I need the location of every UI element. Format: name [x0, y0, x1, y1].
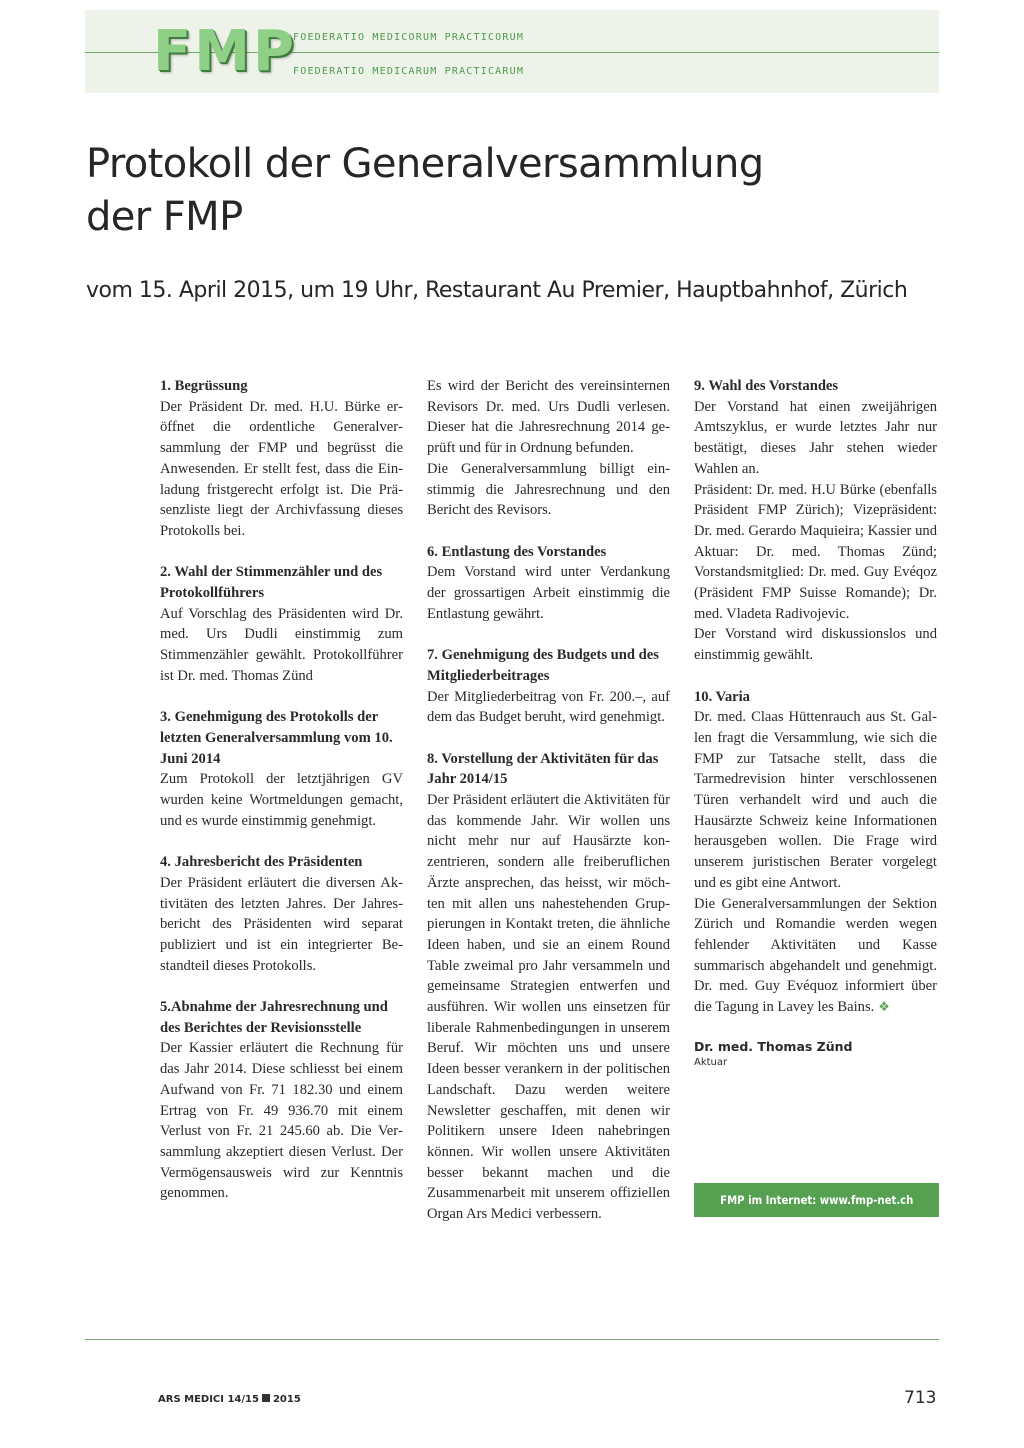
section-body: Der Präsident erläutert die diversen Aktivitäten des letzten Jahres. Der Jahresbericht des Präsidenten wird separat publiziert und ist ein integrierter Bestandteil dieses Protokolls. [160, 874, 403, 974]
section-heading: 1. Begrüssung [160, 378, 248, 394]
org-name-feminine: FOEDERATIO MEDICARUM PRACTICARUM [293, 66, 525, 77]
column-1 [160, 376, 403, 1225]
section-5-continued [427, 376, 670, 521]
section-heading: 9. Wahl des Vorstandes [694, 378, 839, 394]
page-number: 713 [904, 1388, 937, 1408]
section-9 [694, 376, 937, 666]
section-body: Der Vorstand wird diskussionslos und einstimmig gewählt. [694, 626, 937, 664]
section-10 [694, 687, 937, 1018]
website-link[interactable]: FMP im Internet: www.fmp-net.ch [719, 1193, 914, 1207]
page-subtitle: vom 15. April 2015, um 19 Uhr, Restaurant Au Premier, Hauptbahnhof, Zürich [86, 278, 908, 303]
section-6 [427, 542, 670, 625]
section-body: Die Generalversammlung billigt einstimmig die Jahresrechnung und den Bericht des Revisors. [427, 460, 670, 519]
org-name-masculine: FOEDERATIO MEDICORUM PRACTICORUM [293, 32, 525, 43]
section-heading: 4. Jahresbericht des Präsidenten [160, 854, 363, 871]
section-4 [160, 852, 403, 976]
section-body: Es wird der Bericht des vereinsinternen Revisors Dr. med. Urs Dudli verlesen. Dieser hat die Jahresrechnung 2014 geprüft und für in Ordnung befunden. [427, 378, 670, 457]
column-3 [694, 376, 937, 1038]
section-heading: 6. Entlastung des Vorstandes [427, 543, 607, 560]
title-line-1: Protokoll der Generalversammlung [86, 141, 764, 187]
section-body: Der Mitgliederbeitrag von Fr. 200.–, auf dem das Budget beruht, wird genehmigt. [427, 688, 670, 726]
section-heading: 3. Genehmigung des Protokolls der letzten Generalversammlung vom 10. Juni 2014 [160, 709, 393, 767]
website-box[interactable] [694, 1183, 939, 1217]
section-body: Zum Protokoll der letztjährigen GV wurden keine Wortmeldungen gemacht, und es wurde einstimmig genehmigt. [160, 771, 403, 829]
section-7 [427, 645, 670, 728]
title-line-2: der FMP [86, 194, 243, 240]
section-heading: 5.Abnahme der Jahresrechnung und des Berichtes der Revisionsstelle [160, 999, 388, 1036]
footer-rule [85, 1339, 939, 1340]
header-banner [85, 10, 939, 93]
fmp-logo: FMP [153, 19, 298, 84]
section-1 [160, 376, 403, 542]
journal-year: 2015 [272, 1394, 301, 1405]
section-body: Dem Vorstand wird unter Verdankung der grossartigen Arbeit einstimmig die Entlastung gewährt. [427, 564, 670, 622]
section-heading: 8. Vorstellung der Aktivitäten für das Jahr 2014/15 [427, 750, 659, 788]
section-3 [160, 707, 403, 831]
journal-issue: ARS MEDICI 14/15 [158, 1394, 259, 1405]
section-body-text: Die Generalversammlungen der Sektion Zürich und Romandie werden wegen fehlender Aktivitäten und Kasse summarisch abgehandelt und genehmigt. Dr. med. Guy Evéquoz informiert über die Tagung in Lavey les Bains. [694, 895, 937, 1016]
signature-role: Aktuar [694, 1057, 728, 1068]
separator-square-icon [262, 1394, 270, 1402]
section-body: Der Vorstand hat einen zweijährigen Amtszyklus, er wurde letztes Jahr nur bestätigt, dieses Jahr stehen wieder Wahlen an. [694, 398, 937, 477]
footer-journal [158, 1394, 301, 1405]
end-of-article-icon: ❖ [878, 999, 890, 1015]
signature-name: Dr. med. Thomas Zünd [694, 1039, 853, 1054]
section-body: Der Präsident erläutert die Aktivitäten für das kommende Jahr. Wir wollen uns nicht mehr nur auf Hausärzte konzentrieren, sondern alle freiberuflichen Ärzte ansprechen, das heisst, wir möchten mit allen uns nahestehenden Gruppierungen in Kontakt treten, die ähnliche Ideen haben, und sie an einem Round Table zweimal pro Jahr versammeln und gemeinsame Strategien entwerfen und ausführen. Wir wollen uns einsetzen für liberale Rahmenbedingungen in unserem Beruf. Wir möchten uns und unsere Ideen besser verankern in der politischen Landschaft. Dazu werden weitere Newsletter geschaffen, mit denen wir Politikern unsere Ideen nahebringen können. Wir wollen unsere Aktivitäten besser bekannt machen und die Zusammenarbeit mit unserem offiziellen Organ Ars Medici verbessern. [427, 792, 670, 1223]
section-8 [427, 749, 670, 1225]
section-body: Der Präsident Dr. med. H.U. Bürke eröffnet die ordentliche Generalversammlung der FMP und begrüsst die Anwesenden. Er stellt fest, dass die Einladung fristgerecht erfolgt ist. Die Präsenzliste liegt der Archivfassung dieses Protokolls bei. [160, 398, 403, 539]
section-5 [160, 997, 403, 1204]
section-body: Präsident: Dr. med. H.U Bürke (ebenfalls Präsident FMP Zürich); Vizepräsident: Dr. med. Gerardo Maquieira; Kassier und Aktuar: Dr. med. Thomas Zünd; Vorstandsmitglied: Dr. med. Guy Evéqoz (Präsident FMP Suisse Romande); Dr. med. Vladeta Radivojevic. [694, 481, 937, 622]
page-title [86, 138, 946, 244]
section-heading: 7. Genehmigung des Budgets und des Mitgliederbeitrages [427, 647, 659, 684]
section-body: Der Kassier erläutert die Rechnung für das Jahr 2014. Diese schliesst bei einem Aufwand von Fr. 71 182.30 und einem Ertrag von Fr. 49 936.70 mit einem Verlust von Fr. 21 245.60 ab. Die Versammlung akzeptiert diesen Verlust. Der Vermögensausweis wird zur Kenntnis genommen. [160, 1040, 403, 1202]
section-2 [160, 562, 403, 686]
column-2 [427, 376, 670, 1245]
section-body: Auf Vorschlag des Präsidenten wird Dr. med. Urs Dudli einstimmig zum Stimmenzähler gewählt. Protokollführer ist Dr. med. Thomas Zünd [160, 605, 403, 684]
section-heading: 10. Varia [694, 688, 750, 705]
section-body [694, 894, 937, 1018]
section-body: Dr. med. Claas Hüttenrauch aus St. Gallen fragt die Versammlung, wie sich die FMP zur Tatsache stellt, dass die Tarmedrevision hinter verschlossenen Türen verhandelt wird und auch die Hausärzte Schweiz keine Informationen herausgeben wollen. Die Frage wird unserem juristischen Berater vorgelegt und es gibt eine Antwort. [694, 709, 937, 891]
section-heading: 2. Wahl der Stimmenzähler und des Protokollführers [160, 564, 383, 602]
